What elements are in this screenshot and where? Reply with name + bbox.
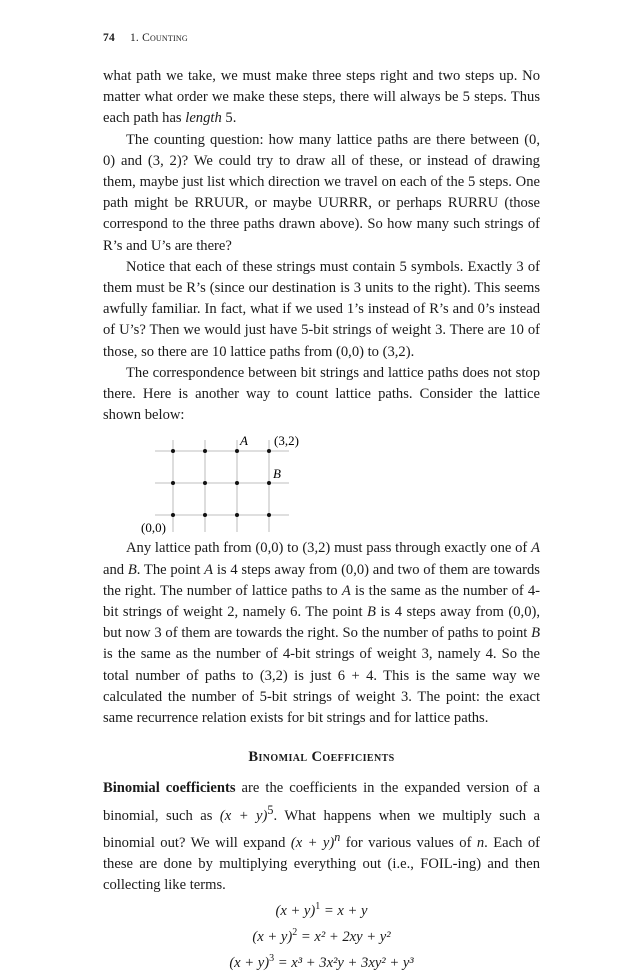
eq-rhs: = x³ + 3x²y + 3xy² + y³ — [274, 954, 414, 971]
lattice-point — [203, 481, 207, 485]
paragraph-6 — [103, 778, 540, 896]
text-run: is 4 steps away from (0,0), but now 3 of them are towards the right. So the number of paths to point — [103, 604, 540, 642]
page-number: 74 — [103, 32, 115, 44]
lattice-point — [171, 449, 175, 453]
math-point: (0, 0) — [103, 131, 540, 169]
eq-power: 2 — [292, 927, 298, 939]
paragraph-2 — [103, 130, 540, 257]
text-run: . The point — [136, 561, 205, 578]
math-var: B — [367, 604, 376, 621]
section-heading: Binomial Coefficients — [248, 749, 395, 766]
text-run: and — [103, 561, 128, 578]
math-var: A — [531, 540, 540, 557]
eq-rhs: = x² + 2xy + y² — [297, 928, 391, 945]
label-end-point: (3,2) — [274, 433, 299, 449]
paragraph-4: The correspondence between bit strings and lattice paths does not stop there. Here is another way to count lattice paths. Consider the lattice shown below: — [103, 364, 540, 424]
equation-1 — [103, 896, 540, 922]
eq-lhs: (x + y) — [229, 954, 270, 971]
emphasis-length: length — [185, 110, 222, 127]
lattice-figure — [103, 426, 540, 538]
text-run: is the same as the number of 4-bit strings of weight 3, namely 4. So the total number of paths to (3,2) is just 6 + 4. This is the same way we calculated the number of 5-bit strings of weight 3. The point: the exact same recurrence relation exists for bit strings and for lattice paths. — [103, 646, 540, 727]
bold-term: Binomial coefficients — [103, 780, 236, 797]
math-expr: (x + y) — [219, 807, 268, 824]
text-run: for various values of — [340, 834, 477, 851]
lattice-point — [203, 513, 207, 517]
lattice-point — [267, 481, 271, 485]
lattice-point — [267, 449, 271, 453]
eq-power: 1 — [315, 901, 321, 913]
eq-power: 3 — [269, 952, 275, 964]
text-run: . What happens when we multiply such a binomial out? We will expand — [103, 807, 540, 851]
math-var: A — [204, 561, 214, 578]
lattice-point — [267, 513, 271, 517]
chapter-title: 1. Counting — [129, 32, 188, 44]
math-var: B — [531, 625, 540, 642]
lattice-point — [171, 481, 175, 485]
text-run: are the coefficients in the expanded version of a binomial, such as — [103, 780, 540, 824]
text-run: is 4 steps away from (0,0) and two of them are towards the right. The number of lattice paths to — [103, 561, 540, 599]
eq-lhs: (x + y) — [275, 903, 316, 920]
running-header — [103, 32, 188, 44]
lattice-point — [171, 513, 175, 517]
text-run: what path we take, we must make three steps right and two steps up. No matter what order we make these steps, there will always be 5 steps. Thus each path has — [103, 68, 540, 127]
text-run: Any lattice path from (0,0) to (3,2) must pass through exactly one of — [126, 540, 532, 557]
text-run: ? We could try to draw all of these, or instead of drawing them, maybe just list which direction we travel on each of the 5 steps. One path might be RRUUR, or maybe UURRR, or perhaps RURRU (those correspond to the three paths drawn above). So how many such strings of R’s and U’s are there? — [103, 152, 540, 254]
equation-2 — [103, 922, 540, 948]
lattice-diagram — [103, 426, 540, 538]
eq-lhs: (x + y) — [252, 928, 293, 945]
text-run: and — [115, 152, 148, 169]
eq-rhs: = x + y — [320, 903, 368, 920]
math-var: A — [341, 582, 351, 599]
math-exponent: 5 — [267, 802, 274, 817]
math-exponent: n — [334, 829, 341, 844]
paragraph-5 — [103, 538, 540, 729]
math-expr: (x + y) — [290, 834, 335, 851]
math-var: B — [127, 561, 137, 578]
body-text — [103, 66, 540, 974]
text-run: 5. — [221, 110, 237, 127]
label-b: B — [273, 466, 281, 482]
equation-3 — [103, 948, 540, 974]
text-run: is the same as the number of 4-bit strings of weight 2, namely 6. The point — [103, 582, 540, 621]
paragraph-3: Notice that each of these strings must contain 5 symbols. Exactly 3 of them must be R’s (since our destination is 3 units to the right). This seems awfully familiar. In fact, what if we used 1’s instead of R’s and 0’s instead of U’s? Then we would just have 5-bit strings of weight 3. There are 10 of those, so there are 10 lattice paths from (0,0) to (3,2). — [103, 258, 540, 360]
text-run: The counting question: how many lattice paths are there between — [126, 131, 525, 148]
math-point: (3, 2) — [147, 152, 182, 169]
label-a: A — [240, 433, 248, 449]
text-run: . Each of these are done by multiplying everything out (i.e., FOIL-ing) and then collecting like terms. — [103, 834, 540, 894]
lattice-point — [203, 449, 207, 453]
lattice-point — [235, 481, 239, 485]
paragraph-1 — [103, 66, 540, 130]
lattice-point — [235, 513, 239, 517]
math-var: n — [476, 834, 485, 851]
lattice-point — [235, 449, 239, 453]
label-origin: (0,0) — [141, 520, 166, 536]
